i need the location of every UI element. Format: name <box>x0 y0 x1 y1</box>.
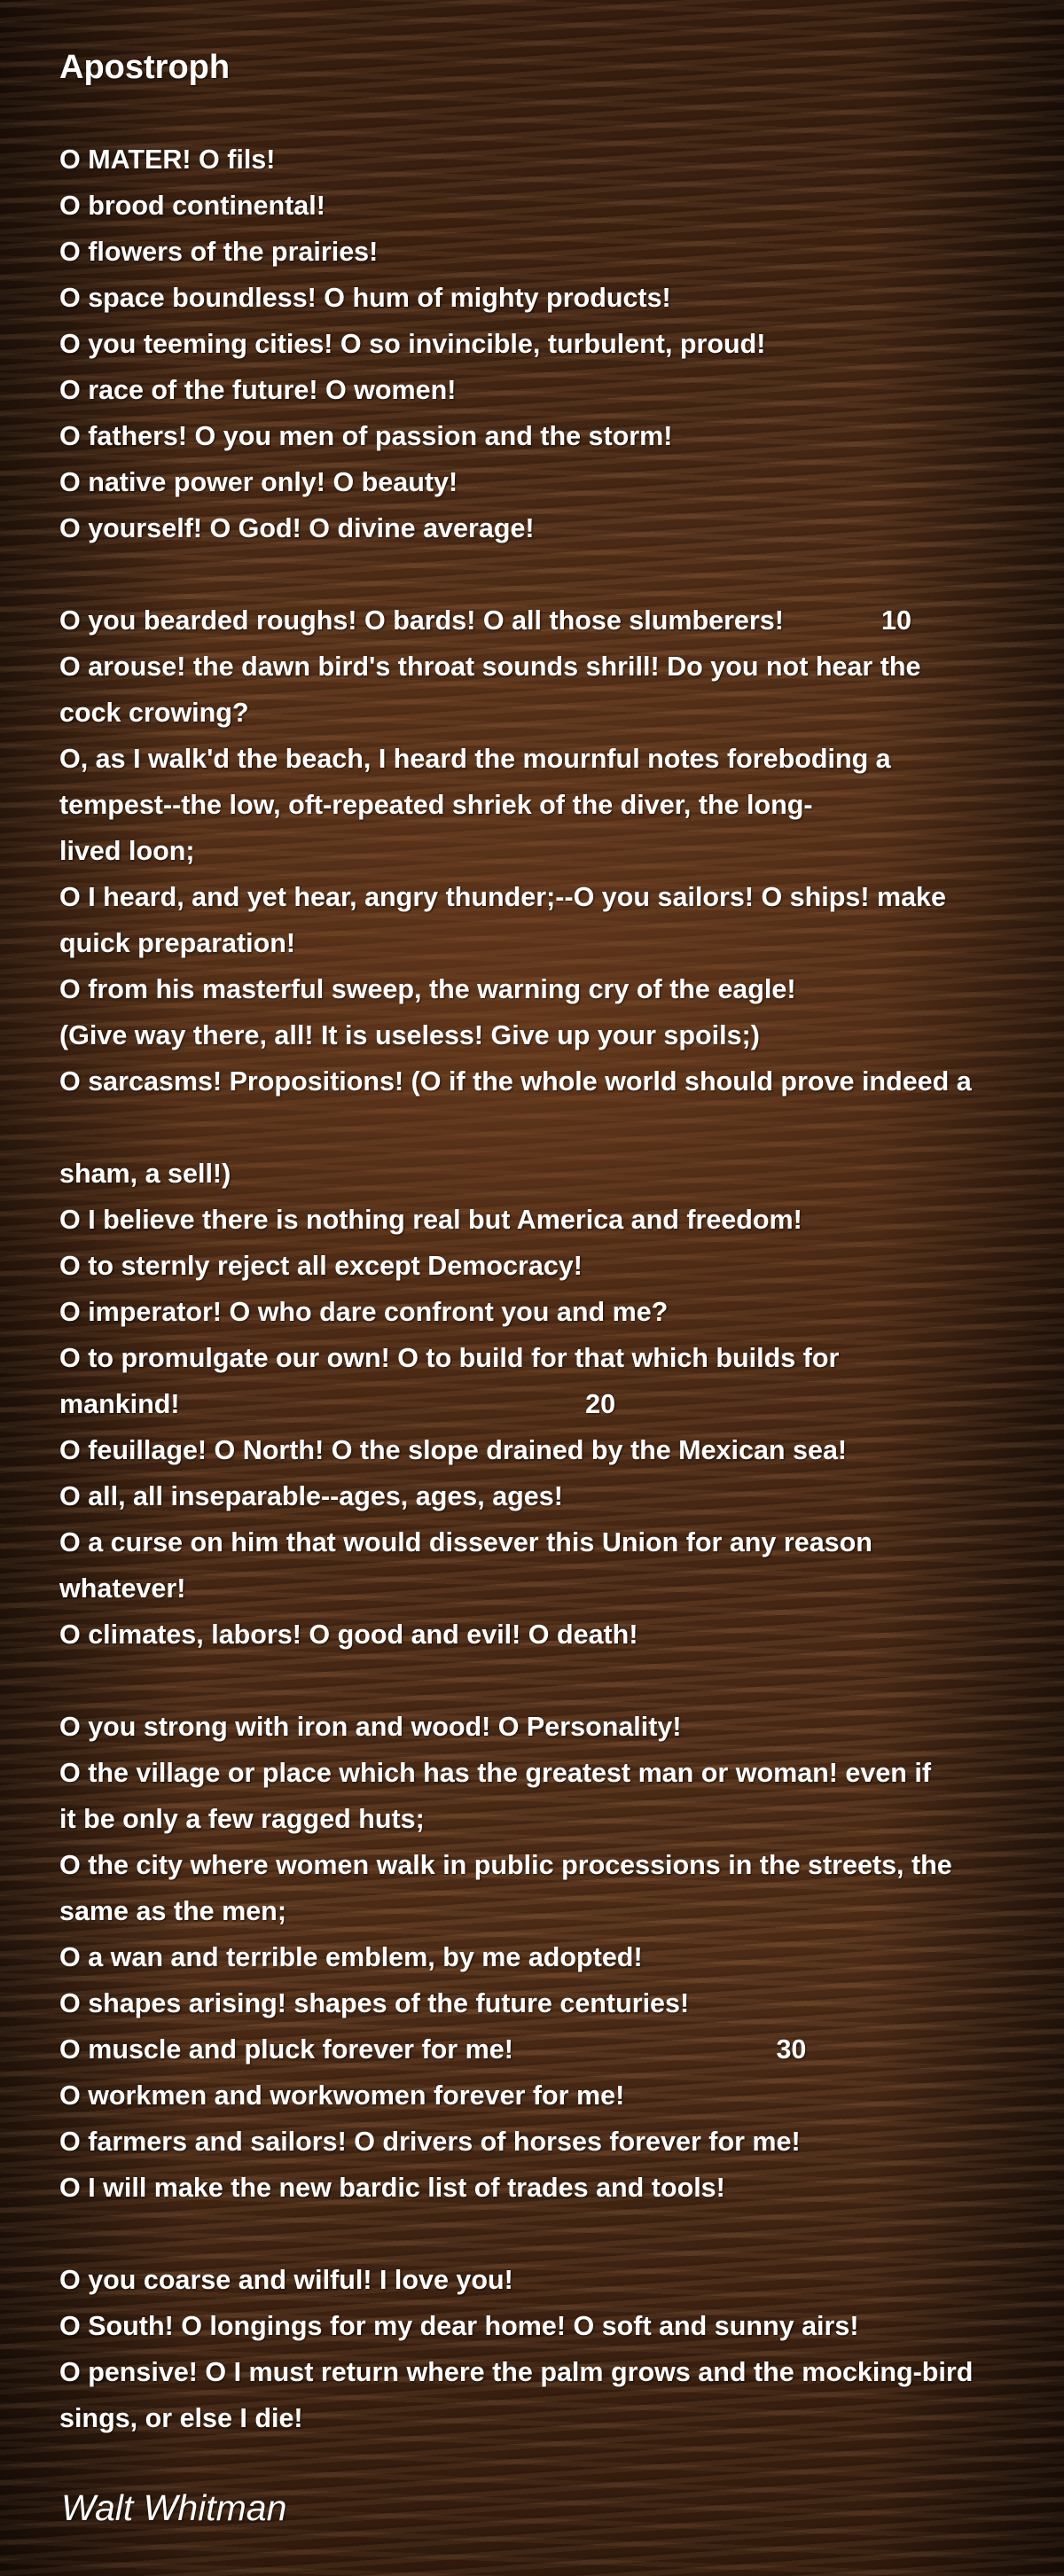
poem-line: O sarcasms! Propositions! (O if the whole world should prove indeed a <box>59 1066 972 1097</box>
poem-line: O you teeming cities! O so invincible, turbulent, proud! <box>59 329 766 359</box>
poem-line: O pensive! O I must return where the palm grows and the mocking-bird <box>59 2357 974 2387</box>
poem-line: O you bearded roughs! O bards! O all those slumberers! 10 <box>59 605 911 636</box>
poem-line: O workmen and workwomen forever for me! <box>59 2080 625 2111</box>
poem-line: O all, all inseparable--ages, ages, ages! <box>59 1481 563 1511</box>
poem-line: O shapes arising! shapes of the future centuries! <box>59 1988 690 2018</box>
poem-line: O farmers and sailors! O drivers of horses forever for me! <box>59 2127 801 2157</box>
poem-line: mankind! 20 <box>59 1389 616 1419</box>
poem-line: quick preparation! <box>59 928 296 958</box>
poem-line: O from his masterful sweep, the warning cry of the eagle! <box>59 974 796 1004</box>
poem-line: O South! O longings for my dear home! O soft and sunny airs! <box>59 2311 859 2341</box>
poem-author: Walt Whitman <box>61 2487 287 2528</box>
poem-line: O flowers of the prairies! <box>59 237 379 267</box>
poem-line: O you strong with iron and wood! O Personality! <box>59 1712 682 1742</box>
poem-line: O space boundless! O hum of mighty products! <box>59 283 671 313</box>
poem-line: O yourself! O God! O divine average! <box>59 513 535 543</box>
poem-line: whatever! <box>59 1573 186 1604</box>
poem-line: O climates, labors! O good and evil! O death! <box>59 1620 638 1650</box>
poem-title: Apostroph <box>59 49 231 86</box>
poem-line: O fathers! O you men of passion and the storm! <box>59 421 673 451</box>
poem-line: sham, a sell!) <box>59 1159 231 1189</box>
poem-line: O arouse! the dawn bird's throat sounds shrill! Do you not hear the <box>59 652 921 682</box>
poem-line: O imperator! O who dare confront you and me? <box>59 1297 669 1327</box>
poem-line: O I will make the new bardic list of trades and tools! <box>59 2173 725 2203</box>
poem-line: O muscle and pluck forever for me! 30 <box>59 2034 807 2065</box>
stanza-2 <box>59 597 1044 1105</box>
poem-line: O native power only! O beauty! <box>59 467 458 497</box>
poem-line: O the city where women walk in public processions in the streets, the <box>59 1850 952 1880</box>
stanza-5 <box>59 2257 1044 2441</box>
poem-line: same as the men; <box>59 1896 286 1926</box>
poem-line: it be only a few ragged huts; <box>59 1804 425 1834</box>
poem-line: O MATER! O fils! <box>59 144 276 175</box>
poem-line: sings, or else I die! <box>59 2403 303 2433</box>
poem-line: (Give way there, all! It is useless! Give up your spoils;) <box>59 1020 760 1050</box>
poem-line: O to promulgate our own! O to build for that which builds for <box>59 1343 840 1373</box>
poem-line: O you coarse and wilful! I love you! <box>59 2265 513 2295</box>
poem-line: O I heard, and yet hear, angry thunder;--O you sailors! O ships! make <box>59 882 946 912</box>
poem-line: O feuillage! O North! O the slope drained by the Mexican sea! <box>59 1435 848 1465</box>
poem-line: O to sternly reject all except Democracy! <box>59 1251 583 1281</box>
stanza-4 <box>59 1704 1044 2211</box>
poem-line: O I believe there is nothing real but America and freedom! <box>59 1205 802 1235</box>
poem-line: O brood continental! <box>59 191 325 221</box>
poem-line: O race of the future! O women! <box>59 375 457 405</box>
poem-line: lived loon; <box>59 836 195 866</box>
poem-line: O the village or place which has the greatest man or woman! even if <box>59 1758 932 1788</box>
poem-line: tempest--the low, oft-repeated shriek of the diver, the long- <box>59 790 813 820</box>
poem-line: O a wan and terrible emblem, by me adopted! <box>59 1942 643 1972</box>
stanza-1 <box>59 137 1044 551</box>
poem-container <box>59 46 1044 2487</box>
poem-line: cock crowing? <box>59 698 249 728</box>
poem-line: O, as I walk'd the beach, I heard the mournful notes foreboding a <box>59 744 891 774</box>
stanza-3 <box>59 1151 1044 1658</box>
poem-line: O a curse on him that would dissever this Union for any reason <box>59 1527 872 1557</box>
